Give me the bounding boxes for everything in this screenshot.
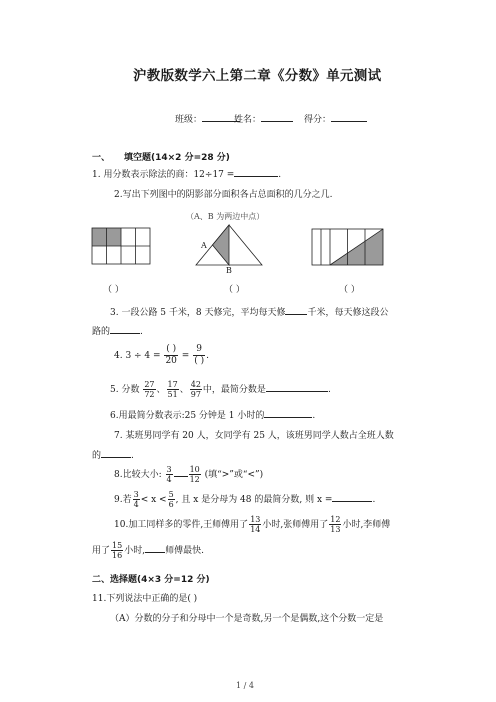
name-blank — [261, 112, 293, 122]
q1-blank — [234, 167, 278, 177]
q5-end: . — [327, 385, 331, 395]
q10-fraction-3 — [111, 541, 123, 560]
question-3-line1 — [110, 305, 389, 318]
q4-prefix: 4. 3 ÷ 4 = — [114, 351, 161, 361]
q5-f1-numerator: 27 — [144, 380, 155, 389]
class-label: 班级： — [175, 115, 203, 125]
q8-f2-denominator: 12 — [189, 475, 200, 484]
q9-fraction-2 — [168, 490, 175, 509]
question-6 — [110, 408, 315, 421]
q5-separator: 、 — [156, 385, 166, 395]
point-b-label: B — [226, 266, 232, 275]
score-blank — [331, 112, 367, 122]
q3-blank-1 — [285, 305, 307, 315]
q10-text-1: 10.加工同样多的零件,王师傅用了 — [114, 520, 249, 530]
q9-suffix: , 且 x 是分母为 48 的最简分数, 则 x = — [175, 495, 333, 505]
q4-f2-denominator: ( ) — [194, 356, 205, 366]
q5-f2-denominator: 51 — [167, 390, 178, 399]
q4-fraction-2 — [193, 344, 205, 367]
page-title: 沪教版数学六上第二章《分数》单元测试 — [133, 68, 382, 84]
question-1 — [92, 167, 281, 180]
q4-f1-denominator: 20 — [165, 356, 177, 366]
section1-heading: 填空题(14×2 分=28 分) — [124, 153, 230, 163]
q4-fraction-1 — [164, 344, 177, 367]
q5-f3-denominator: 97 — [190, 390, 201, 399]
question-7-line1: 7. 某班男同学有 20 人，女同学有 25 人，该班男同学人数占全班人数 — [114, 431, 394, 441]
q10-f1-numerator: 13 — [250, 515, 261, 524]
q10-blank — [145, 543, 165, 553]
q10-text-6: 师傅最快. — [165, 546, 204, 556]
question-9 — [114, 490, 375, 509]
q6-end: . — [312, 411, 316, 421]
q10-f3-numerator: 15 — [112, 541, 123, 550]
class-field — [175, 112, 240, 125]
q10-f3-denominator: 16 — [112, 551, 123, 560]
q3-blank-2 — [110, 324, 140, 334]
q6-blank — [264, 408, 312, 418]
q9-f2-denominator: 6 — [168, 500, 174, 509]
q5-blank — [266, 382, 328, 392]
q10-fraction-2 — [329, 515, 341, 534]
rectangle-figure — [312, 229, 384, 266]
question-2: 2.写出下列图中的阴影部分面积各占总面积的几分之几. — [114, 190, 333, 200]
q5-f1-denominator: 72 — [144, 390, 155, 399]
q4-equals: = — [181, 351, 190, 361]
q3-text-a: 3. 一段公路 5 千米，8 天修完，平均每天修 — [110, 308, 286, 318]
q8-prefix: 8.比较大小: — [114, 470, 162, 480]
q10-f2-numerator: 12 — [330, 515, 341, 524]
q7-blank — [101, 448, 131, 458]
q7-end: . — [131, 451, 134, 461]
question-7-line2 — [92, 448, 134, 461]
q9-prefix: 9.若 — [114, 495, 132, 505]
score-label: 得分： — [304, 115, 332, 125]
q4-f1-numerator: ( ) — [166, 344, 177, 354]
question-4 — [114, 344, 209, 367]
q9-f1-denominator: 4 — [133, 500, 139, 509]
q10-fraction-1 — [249, 515, 261, 534]
q9-end: . — [372, 495, 376, 505]
question-8 — [114, 465, 263, 484]
q8-blank — [174, 467, 188, 477]
question-5 — [110, 380, 331, 399]
section2-heading: 二、选择题(4×3 分=12 分) — [92, 575, 210, 585]
q8-f1-numerator: 3 — [166, 465, 172, 474]
point-a-label: A — [201, 241, 207, 250]
question-11: 11.下列说法中正确的是( ) — [92, 594, 198, 604]
grid-figure — [92, 228, 151, 265]
answer-paren-1: （ ） — [103, 285, 124, 295]
page-number: 1 / 4 — [236, 681, 254, 690]
question-3-line2 — [92, 324, 143, 337]
answer-paren-2: （ ） — [224, 285, 245, 295]
q3-end: . — [140, 327, 143, 337]
q9-blank — [332, 492, 372, 502]
q9-fraction-1 — [133, 490, 140, 509]
q8-fraction-1 — [166, 465, 173, 484]
q8-f1-denominator: 4 — [166, 475, 172, 484]
q8-f2-numerator: 10 — [189, 465, 200, 474]
triangle-shaded — [213, 225, 230, 265]
q7-text: 的 — [92, 451, 102, 461]
q10-text-5: 小时, — [124, 546, 146, 556]
name-label: 姓名： — [234, 115, 262, 125]
q4-end: . — [206, 351, 209, 361]
question-11-option-a: （A）分数的分子和分母中一个是奇数,另一个是偶数,这个分数一定是 — [110, 614, 384, 624]
q5-fraction-1 — [143, 380, 155, 399]
q10-text-3: 小时,李师傅 — [342, 520, 391, 530]
q10-text-2: 小时,张师傅用了 — [262, 520, 329, 530]
q6-text: 6.用最简分数表示:25 分钟是 1 小时的 — [110, 411, 265, 421]
q5-fraction-2 — [167, 380, 179, 399]
q3-text-c: 路的 — [92, 327, 111, 337]
q10-f2-denominator: 13 — [330, 525, 341, 534]
q8-fraction-2 — [189, 465, 201, 484]
question-10-line1 — [114, 515, 390, 534]
question-10-line2 — [92, 541, 204, 560]
q10-text-4: 用了 — [92, 546, 111, 556]
score-field — [304, 112, 367, 125]
q8-suffix: (填“>”或“<”) — [204, 470, 264, 480]
q1-end: . — [278, 170, 282, 180]
q5-separator: 、 — [179, 385, 189, 395]
q10-f1-denominator: 14 — [250, 525, 261, 534]
section1-number: 一、 — [92, 153, 111, 163]
q5-suffix: 中，最简分数是 — [202, 385, 266, 395]
q5-f3-numerator: 42 — [190, 380, 201, 389]
answer-paren-3: （ ） — [339, 285, 360, 295]
q9-inequality: < x < — [140, 495, 167, 505]
q5-prefix: 5. 分数 — [110, 385, 140, 395]
q5-fraction-3 — [190, 380, 202, 399]
q3-text-b: 千米，每天修这段公 — [307, 308, 389, 318]
q1-text: 1. 用分数表示除法的商：12÷17 = — [92, 170, 235, 180]
q9-f1-numerator: 3 — [133, 490, 139, 499]
q5-f2-numerator: 17 — [167, 380, 178, 389]
name-field — [234, 112, 293, 125]
figure-note: （A、B 为两边中点） — [186, 212, 265, 221]
q4-f2-numerator: 9 — [193, 344, 205, 356]
q9-f2-numerator: 5 — [168, 490, 174, 499]
